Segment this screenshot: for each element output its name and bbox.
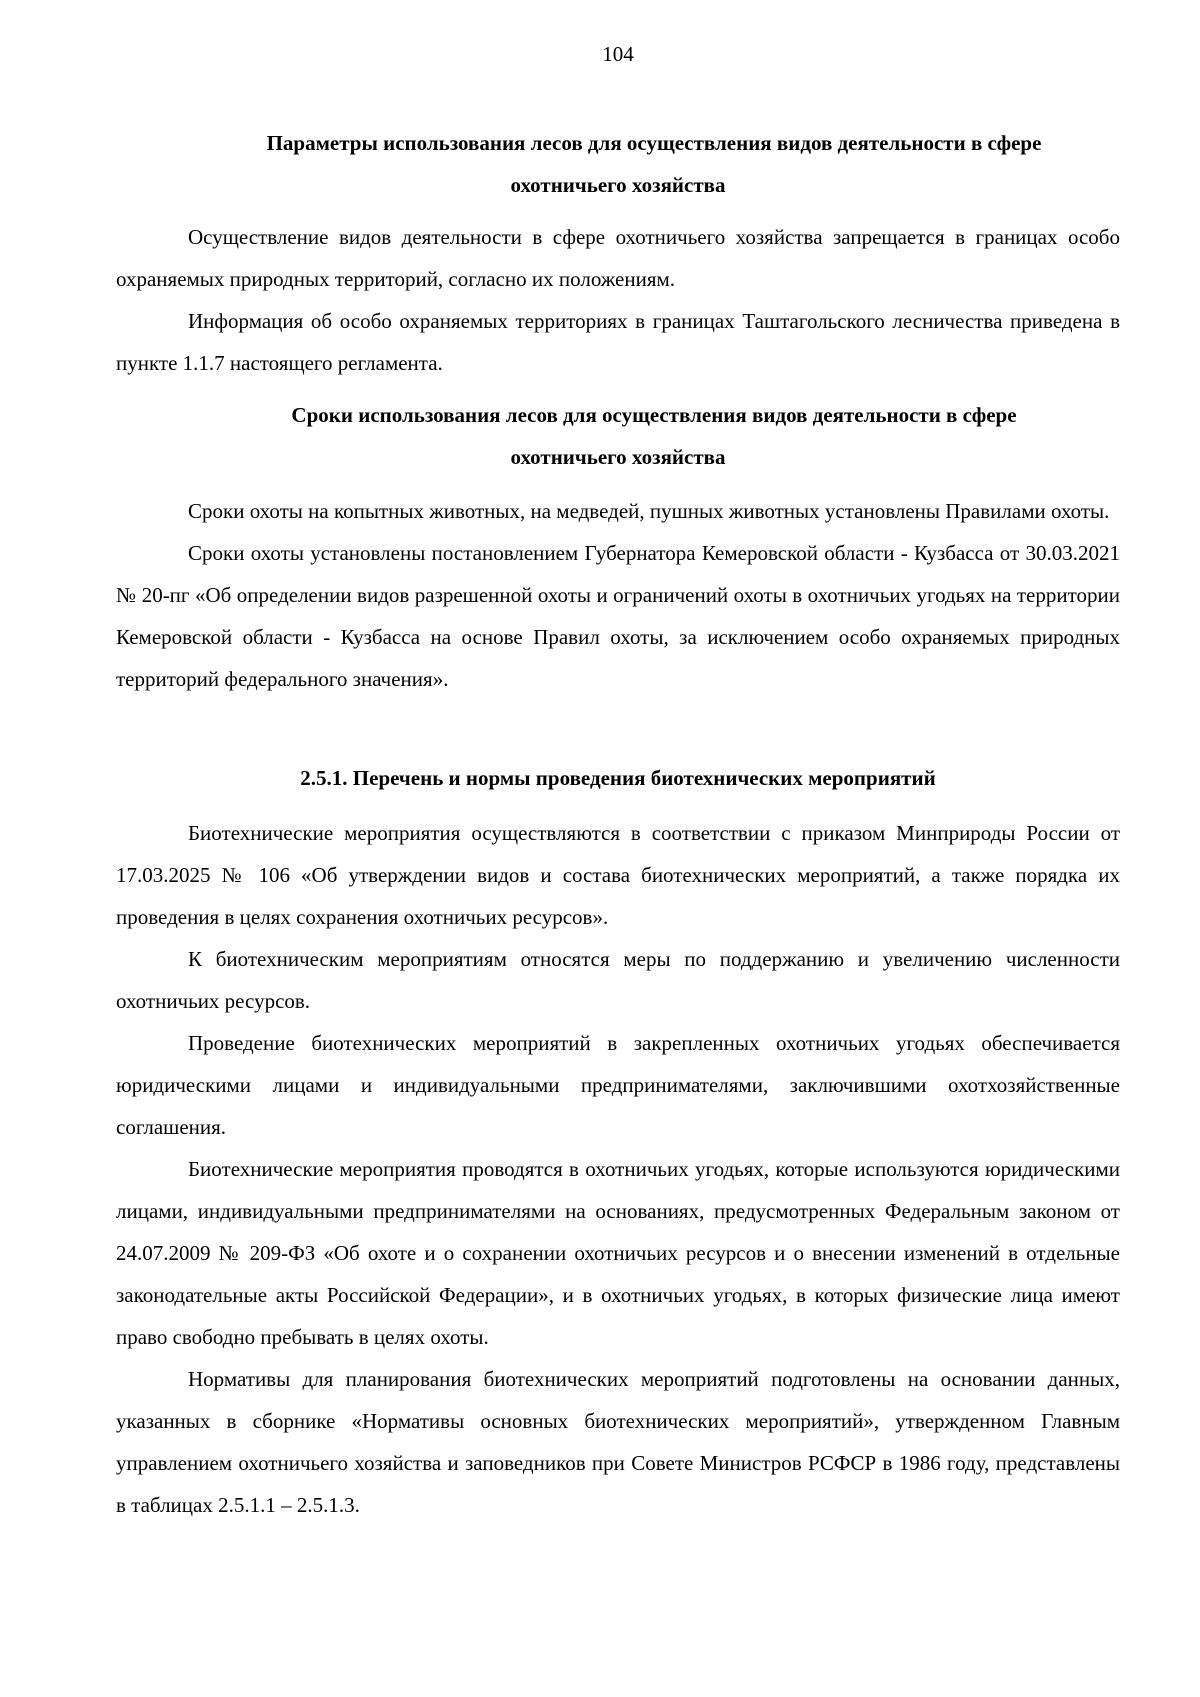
paragraph: Проведение биотехнических мероприятий в закрепленных охотничьих угодьях обеспечивается юридическими лицами и индивидуальными предпринимателями, заключившими охотхозяйственные соглашения. bbox=[116, 1031, 1120, 1139]
paragraph: Биотехнические мероприятия проводятся в охотничьих угодьях, которые используются юридическими лицами, индивидуальными предпринимателями на основаниях, предусмотренных Федеральным законом от 24.07.2009 № 209-ФЗ «Об охоте и о сохранении охотничьих ресурсов и о внесении изменений в отдельные законодательные акты Российской Федерации», и в охотничьих угодьях, в которых физические лица имеют право свободно пребывать в целях охоты. bbox=[116, 1157, 1120, 1349]
paragraph: Информация об особо охраняемых территориях в границах Таштагольского лесничества приведена в пункте 1.1.7 настоящего регламента. bbox=[116, 309, 1120, 375]
heading-line: 2.5.1. Перечень и нормы проведения биотехнических мероприятий bbox=[300, 766, 936, 790]
heading-line: охотничьего хозяйства bbox=[510, 445, 726, 469]
paragraph: Нормативы для планирования биотехнических мероприятий подготовлены на основании данных, указанных в сборнике «Нормативы основных биотехнических мероприятий», утвержденном Главным управлением охотничьего хозяйства и заповедников при Совете Министров РСФСР в 1986 году, представлены в таблицах 2.5.1.1 – 2.5.1.3. bbox=[116, 1367, 1120, 1517]
section-body-forest-use-parameters bbox=[116, 216, 1120, 384]
paragraph: Биотехнические мероприятия осуществляются в соответствии с приказом Минприроды России от 17.03.2025 № 106 «Об утверждении видов и состава биотехнических мероприятий, а также порядка их проведения в целях сохранения охотничьих ресурсов». bbox=[116, 821, 1120, 929]
paragraph: К биотехническим мероприятиям относятся меры по поддержанию и увеличению численности охотничьих ресурсов. bbox=[116, 947, 1120, 1013]
section-heading-forest-use-terms bbox=[116, 394, 1120, 478]
section-body-biotechnical-measures bbox=[116, 812, 1120, 1526]
paragraph: Осуществление видов деятельности в сфере охотничьего хозяйства запрещается в границах особо охраняемых природных территорий, согласно их положениям. bbox=[116, 225, 1120, 291]
section-heading-forest-use-parameters bbox=[116, 122, 1120, 206]
heading-line: охотничьего хозяйства bbox=[510, 173, 726, 197]
paragraph: Сроки охоты установлены постановлением Губернатора Кемеровской области - Кузбасса от 30.03.2021 № 20-пг «Об определении видов разрешенной охоты и ограничений охоты в охотничьих угодьях на территории Кемеровской области - Кузбасса на основе Правил охоты, за исключением особо охраняемых природных территорий федерального значения». bbox=[116, 541, 1120, 691]
section-body-forest-use-terms bbox=[116, 490, 1120, 700]
section-heading-biotechnical-measures bbox=[116, 757, 1120, 799]
heading-line: Сроки использования лесов для осуществления видов деятельности в сфере bbox=[291, 403, 1017, 427]
heading-line: Параметры использования лесов для осуществления видов деятельности в сфере bbox=[266, 131, 1042, 155]
paragraph: Сроки охоты на копытных животных, на медведей, пушных животных установлены Правилами охоты. bbox=[188, 499, 1110, 523]
page-number: 104 bbox=[602, 42, 634, 66]
